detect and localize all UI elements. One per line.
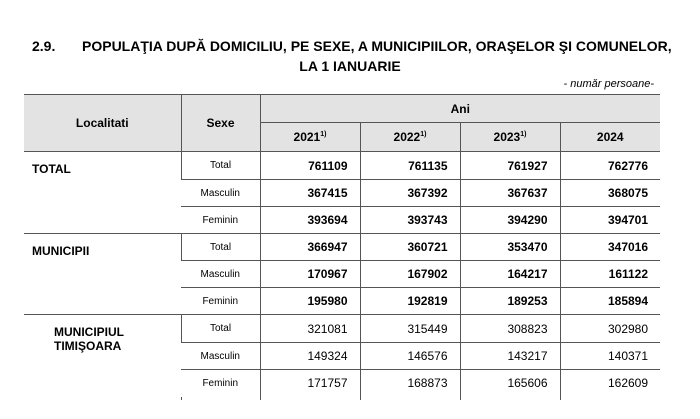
value-cell: 185894 [560,288,660,315]
header-year-2023: 2023$^{1)}$ [460,123,560,152]
table-row-next-partial [24,397,660,400]
locality-timisoara [24,315,181,397]
value-cell: 353470 [460,234,560,261]
value-cell: 761109 [260,152,360,180]
table-row [24,315,660,343]
population-table [24,94,660,400]
value-cell: 321081 [260,315,360,343]
value-cell: 167902 [360,261,460,288]
locality-total: TOTAL [24,152,181,234]
sex-label: Total [181,234,260,261]
value-cell: 149324 [260,343,360,370]
value-cell: 366947 [260,234,360,261]
table-title-line2: LA 1 IANUARIE [299,58,401,74]
value-cell: 165606 [460,370,560,397]
header-year-2024: 2024 [560,123,660,152]
value-cell: 161122 [560,261,660,288]
value-cell: 308823 [460,315,560,343]
value-cell: 164217 [460,261,560,288]
sex-label: Total [181,315,260,343]
unit-note: - număr persoane- [563,78,654,90]
value-cell: 302980 [560,315,660,343]
value-cell: 367392 [360,180,460,207]
section-number: 2.9. [32,38,56,54]
locality-municipii: MUNICIPII [24,234,181,315]
locality-name-line2: TIMIŞOARA [54,339,122,353]
value-cell: 315449 [360,315,460,343]
value-cell: 347016 [560,234,660,261]
sex-label: Feminin [181,288,260,315]
header-year-2021: 2021$^{1)}$ [260,123,360,152]
value-cell: 761927 [460,152,560,180]
value-cell: 195980 [260,288,360,315]
value-cell: 394701 [560,207,660,234]
value-cell: 761135 [360,152,460,180]
header-ani: Ani [260,95,660,123]
value-cell: 162609 [560,370,660,397]
sex-label: Total [181,152,260,180]
table-title-line1: POPULAŢIA DUPĂ DOMICILIU, PE SEXE, A MUNICIPIILOR, ORAŞELOR ŞI COMUNELOR, [82,38,672,54]
value-cell: 168873 [360,370,460,397]
locality-name-line1: MUNICIPIUL [54,325,124,339]
value-cell: 762776 [560,152,660,180]
sex-label: Masculin [181,261,260,288]
value-cell: 192819 [360,288,460,315]
value-cell: 368075 [560,180,660,207]
sex-label: Masculin [181,343,260,370]
header-sexe: Sexe [181,95,260,152]
value-cell: 393743 [360,207,460,234]
value-cell: 394290 [460,207,560,234]
sex-label: Masculin [181,180,260,207]
table-row [24,152,660,180]
header-year-2022: 2022$^{1)}$ [360,123,460,152]
value-cell: 367415 [260,180,360,207]
header-localitati: Localitati [24,95,181,152]
value-cell: 143217 [460,343,560,370]
value-cell: 140371 [560,343,660,370]
value-cell: 171757 [260,370,360,397]
sex-label: Feminin [181,207,260,234]
value-cell: 189253 [460,288,560,315]
value-cell: 170967 [260,261,360,288]
value-cell: 367637 [460,180,560,207]
value-cell: 393694 [260,207,360,234]
value-cell: 146576 [360,343,460,370]
sex-label: Feminin [181,370,260,397]
table-row [24,234,660,261]
value-cell: 360721 [360,234,460,261]
